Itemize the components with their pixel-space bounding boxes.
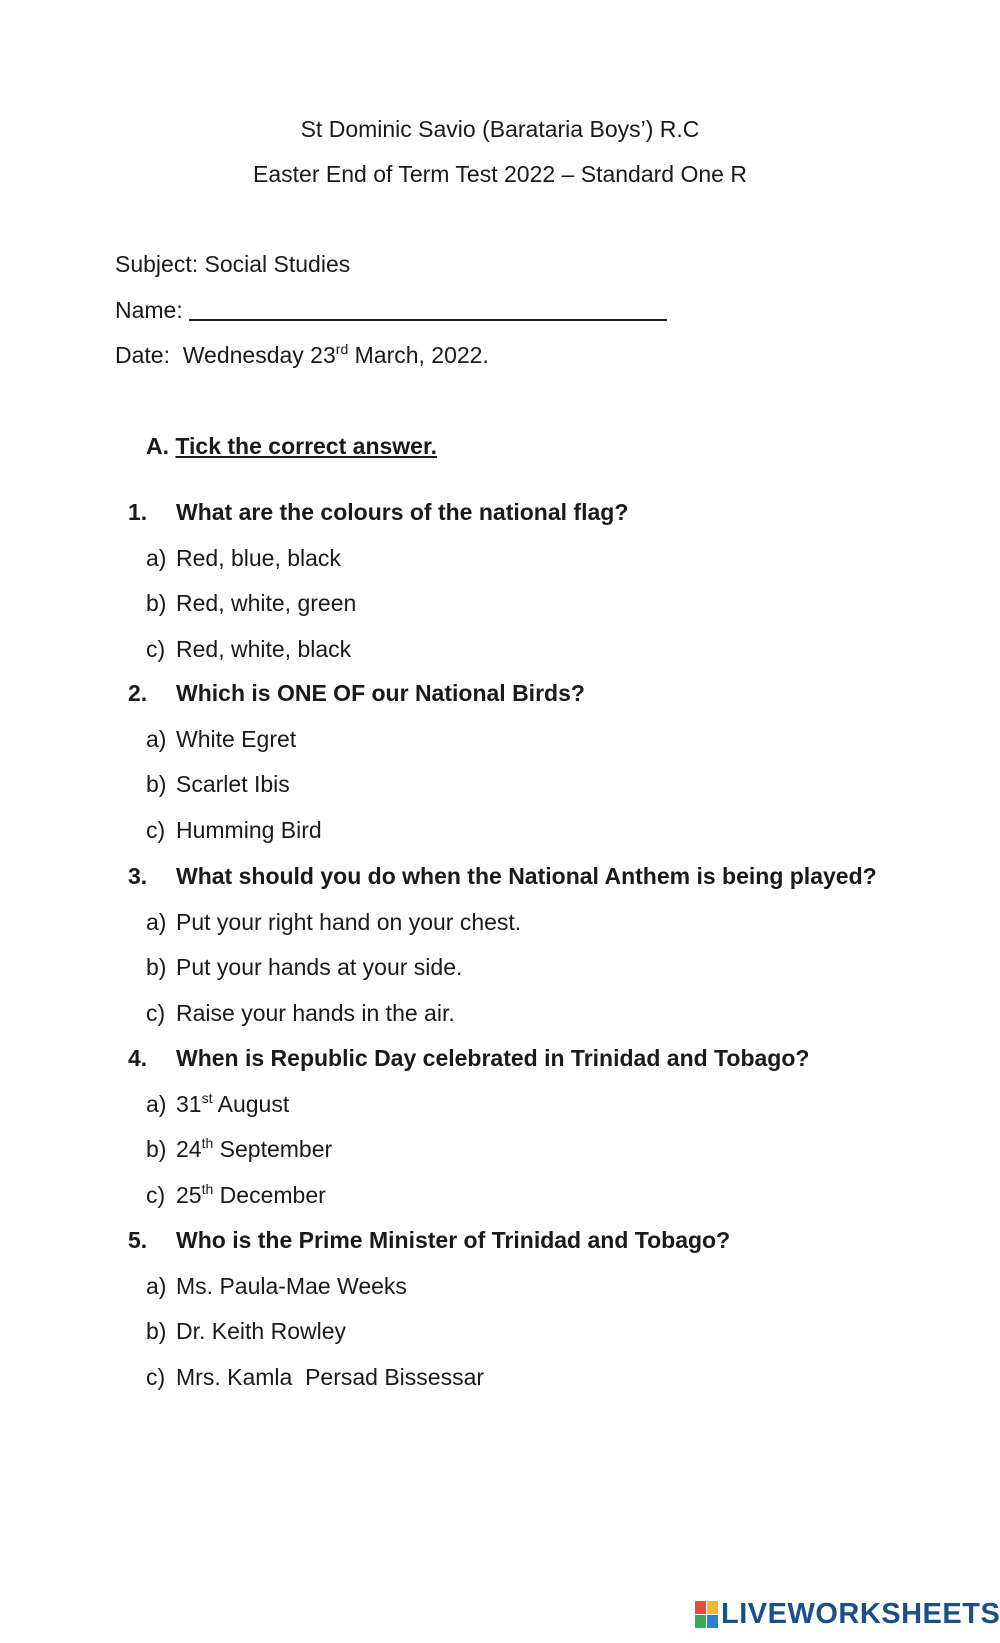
option-text: Put your hands at your side. <box>176 954 463 980</box>
option-text: Scarlet Ibis <box>176 771 290 797</box>
option-text: Mrs. Kamla Persad Bissessar <box>176 1363 485 1390</box>
option-label: a) <box>146 725 167 752</box>
option-superscript: st <box>201 1089 213 1106</box>
section-heading <box>146 433 437 460</box>
answer-option-4a[interactable] <box>146 1091 289 1118</box>
logo-square-blue <box>707 1615 718 1628</box>
option-label: a) <box>146 908 167 935</box>
answer-option-1c[interactable] <box>146 636 351 663</box>
test-title: Easter End of Term Test 2022 – Standard One R <box>253 161 747 187</box>
school-name: St Dominic Savio (Barataria Boys’) R.C <box>300 116 700 142</box>
logo-square-red <box>695 1601 706 1614</box>
option-label: c) <box>146 999 166 1026</box>
date-suffix: March, 2022. <box>348 342 489 368</box>
question-number: 4. <box>128 1045 148 1071</box>
option-text: 24 <box>176 1136 202 1162</box>
question-number: 1. <box>128 499 148 525</box>
option-text: 31 <box>176 1090 202 1117</box>
option-label: a) <box>146 544 167 571</box>
logo-square-yellow <box>707 1601 718 1614</box>
option-label: c) <box>146 1363 166 1390</box>
option-text-suffix: September <box>213 1136 333 1162</box>
option-label: b) <box>146 590 167 616</box>
question-text: Who is the Prime Minister of Trinidad and Tobago? <box>176 1227 731 1253</box>
answer-option-1b[interactable] <box>146 590 356 617</box>
answer-option-5b[interactable] <box>146 1318 346 1345</box>
answer-option-2a[interactable] <box>146 726 296 753</box>
option-superscript: th <box>201 1180 214 1197</box>
answer-option-3a[interactable] <box>146 909 521 936</box>
option-label: b) <box>146 1136 167 1162</box>
date-prefix: Date: Wednesday 23 <box>115 342 336 368</box>
option-label: c) <box>146 816 166 843</box>
question-text: When is Republic Day celebrated in Trinidad and Tobago? <box>176 1045 810 1071</box>
logo-square-green <box>695 1615 706 1628</box>
answer-option-2b[interactable] <box>146 771 290 798</box>
option-label: b) <box>146 771 167 797</box>
question-number: 2. <box>128 680 148 706</box>
answer-option-1a[interactable] <box>146 545 341 572</box>
section-instruction: Tick the correct answer. <box>175 433 438 459</box>
answer-option-3c[interactable] <box>146 1000 455 1027</box>
option-text: Ms. Paula-Mae Weeks <box>176 1272 407 1299</box>
question-3 <box>128 863 877 890</box>
option-label: b) <box>146 954 167 980</box>
option-text: Red, blue, black <box>176 544 341 571</box>
answer-option-5c[interactable] <box>146 1364 484 1391</box>
name-line <box>115 297 667 324</box>
option-text: Put your right hand on your chest. <box>176 908 522 935</box>
option-text: White Egret <box>176 725 297 752</box>
question-number: 5. <box>128 1227 148 1253</box>
date-superscript: rd <box>335 341 349 357</box>
question-text: What should you do when the National Anthem is being played? <box>176 863 877 889</box>
option-text: Red, white, green <box>176 590 357 616</box>
question-text: Which is ONE OF our National Birds? <box>176 680 585 706</box>
question-1 <box>128 499 628 526</box>
question-2 <box>128 680 585 707</box>
subject-line: Subject: Social Studies <box>115 251 351 277</box>
liveworksheets-logo-icon <box>695 1601 717 1627</box>
question-number: 3. <box>128 863 148 889</box>
name-label: Name: <box>115 297 183 323</box>
date-line <box>115 342 489 369</box>
option-text: Dr. Keith Rowley <box>176 1318 347 1344</box>
option-label: b) <box>146 1318 167 1344</box>
name-blank-field[interactable] <box>189 297 667 321</box>
answer-option-3b[interactable] <box>146 954 462 981</box>
section-letter: A. <box>146 433 169 459</box>
answer-option-4c[interactable] <box>146 1182 326 1209</box>
answer-option-2c[interactable] <box>146 817 322 844</box>
option-text-suffix: August <box>212 1090 290 1117</box>
answer-option-5a[interactable] <box>146 1273 407 1300</box>
question-4 <box>128 1045 809 1072</box>
liveworksheets-logo <box>695 1598 1000 1630</box>
option-label: c) <box>146 635 166 662</box>
option-label: a) <box>146 1272 167 1299</box>
option-label: a) <box>146 1090 167 1117</box>
option-text-suffix: December <box>213 1181 326 1208</box>
option-text: Raise your hands in the air. <box>176 999 455 1026</box>
option-text: 25 <box>176 1181 202 1208</box>
liveworksheets-brand-text: LIVEWORKSHEETS <box>721 1597 1000 1630</box>
option-text: Humming Bird <box>176 816 322 843</box>
option-text: Red, white, black <box>176 635 352 662</box>
answer-option-4b[interactable] <box>146 1136 332 1163</box>
question-5 <box>128 1227 730 1254</box>
question-text: What are the colours of the national flag? <box>176 499 629 525</box>
option-superscript: th <box>201 1135 214 1151</box>
option-label: c) <box>146 1181 166 1208</box>
